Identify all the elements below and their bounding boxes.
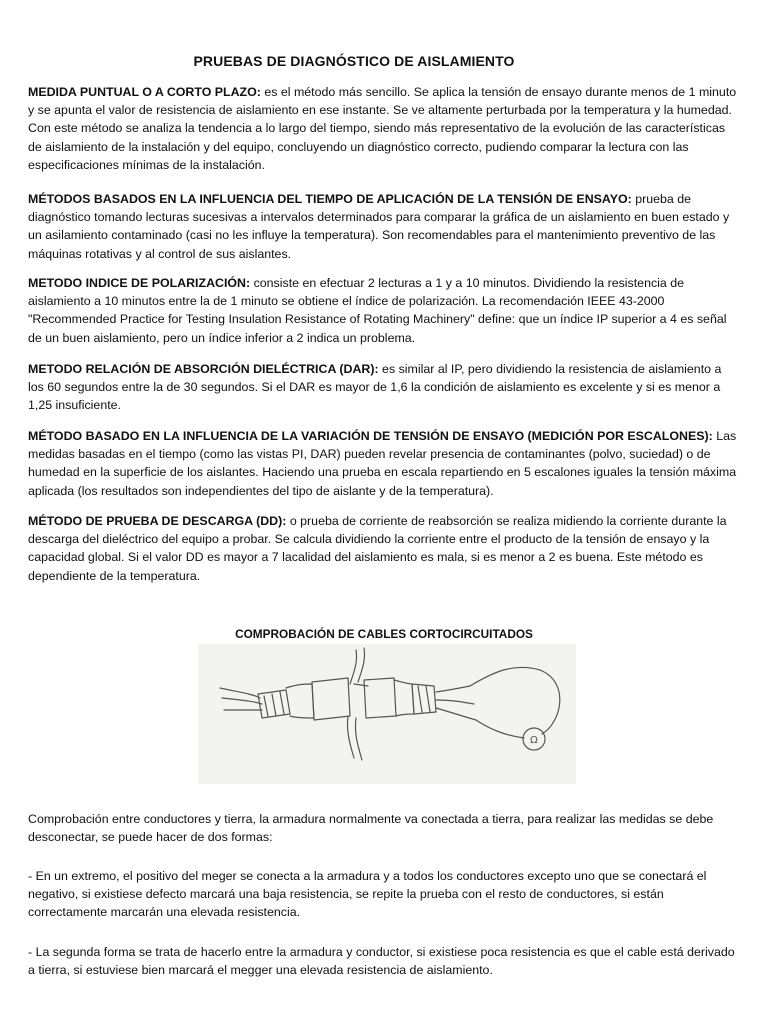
section-descarga: [28, 512, 740, 585]
right-cable-end: [412, 684, 436, 714]
right-wire-1: [436, 686, 470, 692]
section-escalones: [28, 427, 740, 500]
section-heading: MÉTODOS BASADOS EN LA INFLUENCIA DEL TIEMPO DE APLICACIÓN DE LA TENSIÓN DE ENSAYO:: [28, 192, 632, 206]
section-text: consiste en efectuar 2 lecturas a 1 y a 10 minutos. Dividiendo la resistencia de aislamiento a 10 minutos entre la de 1 minuto se obtiene el índice de polarización. La recomendación IEEE 43-2000 "Recommended Practice for Testing Insulation Resistance of Rotating Machinery" define: que un índice IP superior a 4 es señal de un buen aislamiento, pero un índice inferior a 2 indica un problema.: [28, 276, 727, 345]
figure-caption: COMPROBACIÓN DE CABLES CORTOCIRCUITADOS: [235, 627, 533, 641]
right-wire-3: [436, 708, 476, 720]
section-heading: METODO INDICE DE POLARIZACIÓN:: [28, 276, 251, 290]
left-cable-hatch: [264, 692, 284, 716]
break-line-2: [347, 716, 354, 758]
cable-test-figure: [198, 644, 576, 784]
section-heading: MÉTODO DE PRUEBA DE DESCARGA (DD):: [28, 514, 287, 528]
section-text: es el método más sencillo. Se aplica la tensión de ensayo durante menos de 1 minuto y se apunta el valor de resistencia de aislamiento en ese instante. Se ve altamente perturbada por la temperatura y la humedad. Con este método se analiza la tendencia a lo largo del tiempo, siendo más representativo de la evolución de las características de aislamiento de la instalación y del equipo, concluyendo un diagnóstico correcto, pudiendo comparar la lectura con las especificaciones mínimas de la instalación.: [28, 85, 737, 172]
page-title: PRUEBAS DE DIAGNÓSTICO DE AISLAMIENTO: [193, 53, 515, 69]
shorted-cable-drawing: [198, 644, 576, 784]
section-heading: METODO RELACIÓN DE ABSORCIÓN DIELÉCTRICA (DAR):: [28, 362, 379, 376]
section-heading: MÉTODO BASADO EN LA INFLUENCIA DE LA VARIACIÓN DE TENSIÓN DE ENSAYO (MEDICIÓN POR ESCALONES):: [28, 429, 713, 443]
left-wire-2: [222, 698, 262, 704]
ohm-symbol: Ω: [530, 735, 538, 746]
section-text: es similar al IP, pero dividiendo la resistencia de aislamiento a los 60 segundos entre la de 30 segundos. Si el DAR es mayor de 1,6 la condición de aislamiento es excelente y si es menor a 1,25 insuficiente.: [28, 362, 722, 413]
break-line-4: [355, 718, 362, 760]
section-text: Las medidas basadas en el tiempo (como las vistas PI, DAR) pueden revelar presencia de contaminantes (polvo, suciedad) o de humedad en la superficie de los aislantes. Haciendo una prueba en escala repartiendo en 5 escalones iguales la tensión máxima aplicada (los resultados son independientes del tipo de aislante y de la temperatura).: [28, 429, 737, 498]
right-cable-body: [364, 678, 396, 718]
section-medida-puntual: [28, 83, 740, 174]
test-lead-bottom: [476, 720, 524, 738]
method-item-2: - La segunda forma se trata de hacerlo entre la armadura y conductor, si existiese poca resistencia es que el cable está derivado a tierra, si estuviese bien marcará el megger una elevada resistencia de aislamiento.: [28, 945, 735, 978]
section-indice-polarizacion: [28, 274, 740, 347]
section-heading: MEDIDA PUNTUAL O A CORTO PLAZO:: [28, 85, 261, 99]
section-text: o prueba de corriente de reabsorción se realiza midiendo la corriente durante la descarga del dieléctrico del equipo a probar. Se calcula dividiendo la corriente entre el producto de la tensión de ensayo y la capacidad global. Si el valor DD es mayor a 7 lacalidad del aislamiento es mala, si es menor a 2 es buena. Este método es dependiente de la temperatura.: [28, 514, 727, 583]
intro-paragraph: Comprobación entre conductores y tierra, la armadura normalmente va conectada a tierra, para realizar las medidas se debe desconectar, se puede hacer de dos formas:: [28, 812, 714, 845]
section-dar: [28, 360, 740, 415]
right-wire-2: [436, 700, 474, 704]
section-metodos-tiempo: [28, 190, 740, 263]
break-gap-top: [354, 684, 368, 686]
right-cable-hatch: [418, 686, 430, 712]
left-cable-body: [312, 678, 350, 720]
method-item-1: - En un extremo, el positivo del meger se conecta a la armadura y a todos los conductores excepto uno que se conectará el negativo, si existiese defecto marcará una baja resistencia, se repite la prueba con el resto de conductores, si están correctamente marcarán una elevada resistencia.: [28, 869, 707, 920]
break-line-3: [358, 648, 365, 682]
break-line-1: [350, 650, 357, 684]
right-cable-sheath: [394, 680, 414, 716]
left-wire-1: [220, 688, 260, 698]
section-text: prueba de diagnóstico tomando lecturas sucesivas a intervalos determinados para comparar la gráfica de un aislamiento en buen estado y un asilamiento contaminado (casi no les influye la temperatura). Son recomendables para el mantenimiento preventivo de las máquinas rotativas y al control de sus aislantes.: [28, 192, 730, 261]
